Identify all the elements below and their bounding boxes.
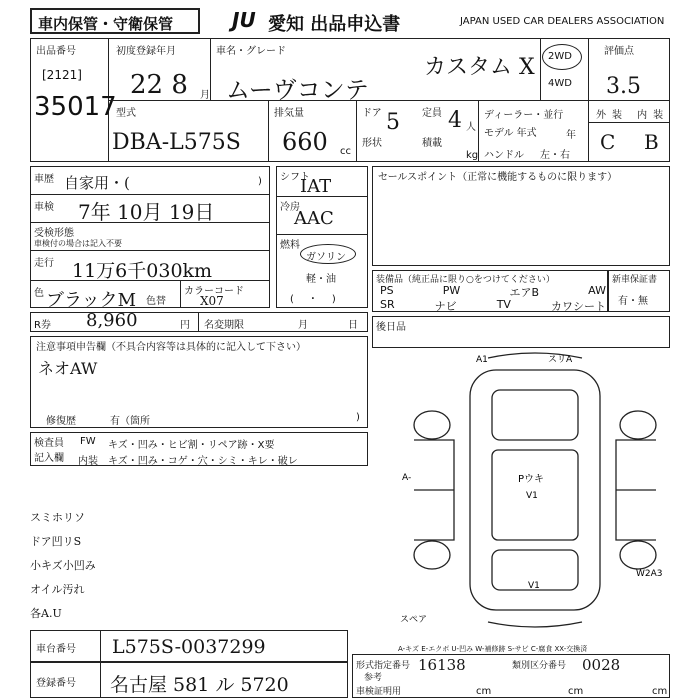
grade-value: カスタム X bbox=[424, 55, 535, 80]
receive-label: 受検形態 bbox=[34, 228, 74, 239]
ju-logo: JU bbox=[232, 8, 256, 32]
divider bbox=[108, 100, 670, 101]
warranty-label: 新車保証書 bbox=[612, 275, 658, 285]
repair-label: 修復歴 bbox=[46, 416, 76, 427]
equip-navi: ナビ bbox=[434, 300, 457, 313]
interior-items: キズ・凹み・コゲ・穴・シミ・キレ・破レ bbox=[108, 456, 298, 467]
year-unit: 年 bbox=[566, 130, 576, 141]
divider bbox=[356, 100, 357, 162]
notes-value: ネオAW bbox=[38, 359, 98, 378]
listing-sub-no: [2121] bbox=[42, 68, 82, 82]
shape-label: 形状 bbox=[362, 138, 382, 149]
inspector-label: 検査員 記入欄 bbox=[34, 438, 64, 464]
fuel-label: 燃料 bbox=[280, 240, 300, 251]
color-code-label: カラーコード bbox=[184, 286, 244, 297]
drive-4wd: 4WD bbox=[548, 78, 572, 89]
color-code-value: X07 bbox=[200, 294, 224, 308]
mark-v1-bottom: V1 bbox=[528, 581, 540, 591]
mark-sura: スリA bbox=[548, 355, 573, 365]
shift-label: シフト bbox=[280, 172, 310, 183]
history-close: ) bbox=[258, 176, 262, 187]
divider bbox=[276, 234, 368, 235]
fuel-gasoline: ガソリン bbox=[306, 252, 346, 263]
mark-a1: A1 bbox=[476, 355, 488, 365]
equip-label: 装備品（純正品に限り○をつけてください） bbox=[376, 275, 555, 285]
interior-label: 内装 bbox=[78, 456, 98, 467]
recycle-label: R券 bbox=[34, 320, 51, 331]
rating-label: 評価点 bbox=[604, 46, 634, 57]
divider bbox=[210, 38, 211, 100]
history-value: 自家用・( bbox=[64, 174, 130, 192]
capacity-value: 4 bbox=[448, 108, 462, 133]
cm-unit-1: cm bbox=[476, 686, 492, 697]
door-value: 5 bbox=[386, 110, 400, 135]
equip-ps: PS bbox=[380, 284, 394, 297]
shift-value: IAT bbox=[300, 176, 332, 197]
displacement-value: 660 bbox=[282, 128, 328, 156]
ref-label: 参考 bbox=[364, 673, 383, 683]
repair-close: ) bbox=[356, 412, 360, 423]
name-change-label: 名変期限 bbox=[204, 320, 244, 331]
inspection-label: 車検 bbox=[34, 202, 54, 213]
handle-label: ハンドル bbox=[484, 150, 524, 161]
divider bbox=[268, 100, 269, 162]
first-reg-label: 初度登録年月 bbox=[116, 46, 176, 57]
recycle-value: 8,960 bbox=[86, 310, 138, 331]
handwritten-notes bbox=[30, 506, 96, 626]
cc-unit: cc bbox=[340, 146, 351, 157]
receive-note: 車検付の場合は記入不要 bbox=[34, 239, 122, 248]
association-name: JAPAN USED CAR DEALERS ASSOCIATION bbox=[460, 16, 665, 27]
exterior-grade: C bbox=[600, 130, 616, 154]
name-change-month: 月 bbox=[298, 320, 308, 331]
storage-labels: 車内保管・守衛保管 bbox=[38, 15, 174, 33]
warranty-options: 有・無 bbox=[618, 296, 648, 307]
plate-label: 登録番号 bbox=[36, 678, 76, 689]
ac-value: AAC bbox=[294, 208, 334, 229]
listing-no-label: 出品番号 bbox=[36, 46, 76, 57]
mileage-value: 11万6千030km bbox=[72, 260, 213, 282]
repair-value: 有（箇所 bbox=[110, 416, 150, 427]
divider bbox=[478, 100, 479, 162]
month-unit: 月 bbox=[200, 90, 210, 101]
color-change-label: 色替 bbox=[146, 296, 166, 307]
hw-note-4: オイル汚れ bbox=[30, 583, 85, 596]
mark-w2a3: W2A3 bbox=[636, 569, 663, 579]
fw-items: キズ・凹み・ヒビ割・リペア跡・X要 bbox=[108, 440, 275, 451]
color-value: ブラックM bbox=[46, 290, 137, 311]
yen-unit: 円 bbox=[180, 320, 190, 331]
equip-tv: TV bbox=[496, 298, 511, 311]
mileage-label: 走行 bbox=[34, 258, 54, 269]
divider bbox=[30, 250, 270, 251]
mark-a-left: A- bbox=[402, 473, 412, 483]
class-label: 類別区分番号 bbox=[512, 661, 567, 671]
hw-note-1: スミホリソ bbox=[30, 511, 85, 524]
name-change-day: 日 bbox=[348, 320, 358, 331]
car-name-value: ムーヴコンテ bbox=[226, 76, 369, 104]
model-value: DBA-L575S bbox=[112, 130, 241, 155]
equip-leather-seat: カワシート bbox=[550, 300, 606, 313]
mark-puki: Pウキ bbox=[518, 474, 545, 485]
form-label: 形式指定番号 bbox=[356, 661, 411, 671]
door-label: ドア bbox=[362, 108, 382, 119]
listing-number: 35017 bbox=[34, 92, 117, 122]
car-damage-diagram bbox=[400, 350, 670, 630]
model-label: 型式 bbox=[116, 108, 136, 119]
handle-options: 左・右 bbox=[540, 150, 570, 161]
chassis-number: L575S-0037299 bbox=[112, 636, 266, 658]
class-value: 0028 bbox=[582, 656, 621, 674]
mark-v1-top: V1 bbox=[526, 491, 538, 501]
rear-items-label: 後日品 bbox=[376, 322, 406, 333]
ext-int-label: 外装 内装 bbox=[596, 110, 670, 121]
equip-airbag: エアB bbox=[509, 286, 539, 299]
equip-aw: AW bbox=[588, 284, 606, 297]
sales-points-label: セールスポイント（正常に機能するものに限ります） bbox=[378, 172, 618, 183]
interior-grade: B bbox=[644, 130, 659, 154]
divider bbox=[588, 122, 670, 123]
rear-items-box bbox=[372, 316, 670, 348]
hw-note-3: 小キズ小凹み bbox=[30, 559, 96, 572]
capacity-unit: 人 bbox=[466, 122, 476, 133]
spare-label: スペア bbox=[400, 615, 428, 625]
form-title: 愛知 出品申込書 bbox=[268, 14, 401, 35]
divider bbox=[198, 312, 199, 332]
form-value: 16138 bbox=[418, 656, 466, 674]
car-name-label: 車名・グレード bbox=[216, 46, 286, 57]
cert-label: 車検証明用 bbox=[356, 687, 402, 697]
fuel-other: (・) bbox=[290, 294, 350, 305]
notes-header: 注意事項申告欄（不具合内容等は具体的に記入して下さい） bbox=[36, 342, 306, 353]
chassis-label: 車台番号 bbox=[36, 644, 76, 655]
dealer-label: ディーラー・並行 bbox=[484, 110, 564, 121]
rating-value: 3.5 bbox=[606, 74, 641, 99]
equip-row-2 bbox=[380, 298, 606, 314]
displacement-label: 排気量 bbox=[274, 108, 304, 119]
color-label: 色 bbox=[34, 288, 44, 299]
ac-label: 冷房 bbox=[280, 202, 300, 213]
kg-unit: kg bbox=[466, 150, 479, 161]
divider bbox=[588, 38, 589, 162]
load-label: 積載 bbox=[422, 138, 442, 149]
divider bbox=[30, 194, 270, 195]
fw-label: FW bbox=[80, 436, 96, 447]
equip-sr: SR bbox=[380, 298, 395, 311]
model-year-label: モデル 年式 bbox=[484, 128, 537, 139]
damage-legend: A-キズ E-エクボ U-凹み W-補修跡 S-サビ C-腐食 XX-交換済 bbox=[398, 645, 588, 653]
cm-unit-3: cm bbox=[652, 686, 668, 697]
plate-number: 名古屋 581 ル 5720 bbox=[110, 674, 289, 696]
divider bbox=[540, 38, 541, 100]
divider bbox=[180, 280, 181, 308]
hw-note-2: ドア凹リS bbox=[30, 535, 82, 548]
recycle-row bbox=[30, 312, 368, 332]
hw-note-5: 各A.U bbox=[30, 607, 62, 620]
drive-2wd: 2WD bbox=[548, 51, 572, 62]
inspection-value: 7年 10月 19日 bbox=[78, 200, 215, 224]
history-label: 車歴 bbox=[34, 174, 54, 185]
storage-label-box bbox=[30, 8, 200, 34]
cm-unit-2: cm bbox=[568, 686, 584, 697]
fuel-diesel: 軽・油 bbox=[306, 274, 336, 285]
equip-pw: PW bbox=[442, 284, 461, 297]
first-reg-value: 22 8 bbox=[130, 70, 188, 100]
capacity-label: 定員 bbox=[422, 108, 442, 119]
